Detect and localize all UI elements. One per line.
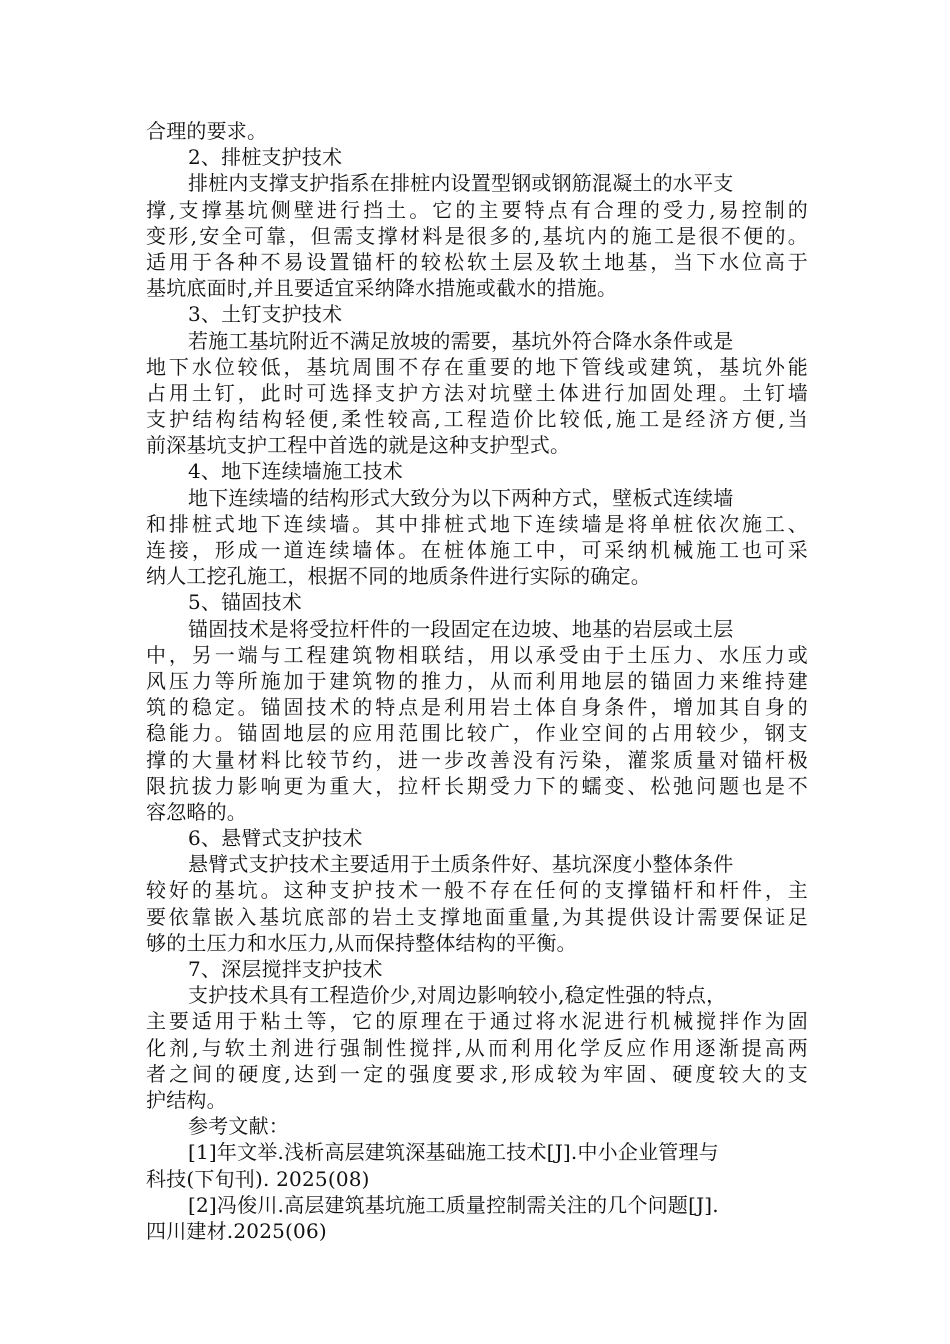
section-heading: 3、土钉支护技术 — [188, 302, 343, 327]
section-heading: 5、锚固技术 — [188, 590, 302, 615]
paragraph-line: 护结构。 — [146, 1087, 227, 1112]
section-heading: 7、深层搅拌支护技术 — [188, 957, 383, 981]
paragraph-line: 中，另一端与工程建筑物相联结，用以承受由于土压力、水压力或 — [146, 642, 808, 667]
paragraph-line: 纳人工挖孔施工，根据不同的地质条件进行实际的确定。 — [146, 564, 651, 589]
paragraph-line: [1]年文举.浅析高层建筑深基础施工技术[J].中小企业管理与 — [188, 1140, 719, 1165]
paragraph-line: 较好的基坑。这种支护技术一般不存在任何的支撑锚杆和杆件，主 — [146, 878, 808, 903]
section-heading: 6、悬臂式支护技术 — [188, 826, 363, 851]
paragraph-line: 够的土压力和水压力,从而保持整体结构的平衡。 — [146, 930, 577, 955]
paragraph-line: 悬臂式支护技术主要适用于土质条件好、基坑深度小整体条件 — [188, 852, 734, 877]
paragraph-line: [2]冯俊川.高层建筑基坑施工质量控制需关注的几个问题[J]. — [188, 1192, 719, 1217]
paragraph-line: 占用土钉，此时可选择支护方法对坑壁土体进行加固处理。土钉墙 — [146, 380, 808, 405]
paragraph-line: 筑的稳定。锚固技术的特点是利用岩土体自身条件，增加其自身的 — [146, 695, 808, 720]
paragraph-line: 容忽略的。 — [146, 799, 247, 824]
paragraph-line: 适用于各种不易设置锚杆的较松软土层及软土地基，当下水位高于 — [146, 249, 808, 274]
paragraph-line: 连接，形成一道连续墙体。在桩体施工中，可采纳机械施工也可采 — [146, 538, 808, 562]
paragraph-line: 四川建材.2025(06) — [146, 1218, 327, 1243]
paragraph-line: 支护结构结构轻便,柔性较高,工程造价比较低,施工是经济方便,当 — [146, 407, 808, 432]
paragraph-line: 限抗拔力影响更为重大，拉杆长期受力下的蠕变、松弛问题也是不 — [146, 773, 808, 798]
paragraph-line: 基坑底面时,并且要适宜采纳降水措施或截水的措施。 — [146, 276, 618, 301]
paragraph-line: 锚固技术是将受拉杆件的一段固定在边坡、地基的岩层或土层 — [188, 616, 734, 641]
paragraph-line: 主要适用于粘土等，它的原理在于通过将水泥进行机械搅拌作为固 — [146, 1009, 808, 1034]
paragraph-line: 若施工基坑附近不满足放坡的需要，基坑外符合降水条件或是 — [188, 328, 734, 353]
paragraph-line: 撑的大量材料比较节约，进一步改善没有污染，灌浆质量对锚杆极 — [146, 747, 808, 772]
paragraph-line: 排桩内支撑支护指系在排桩内设置型钢或钢筋混凝土的水平支 — [188, 171, 734, 196]
paragraph-line: 地下水位较低，基坑周围不存在重要的地下管线或建筑，基坑外能 — [146, 354, 808, 379]
paragraph-line: 科技(下旬刊). 2025(08) — [146, 1166, 370, 1191]
section-heading: 4、地下连续墙施工技术 — [188, 459, 403, 484]
paragraph-line: 化剂,与软土剂进行强制性搅拌,从而利用化学反应作用逐渐提高两 — [146, 1035, 808, 1060]
paragraph-line: 变形,安全可靠，但需支撑材料是很多的,基坑内的施工是很不便的。 — [146, 223, 808, 248]
paragraph-line: 地下连续墙的结构形式大致分为以下两种方式，壁板式连续墙 — [188, 485, 734, 510]
paragraph-line: 者之间的硬度,达到一定的强度要求,形成较为牢固、硬度较大的支 — [146, 1061, 808, 1086]
paragraph-line: 风压力等所施加于建筑物的推力，从而利用地层的锚固力来维持建 — [146, 668, 808, 693]
document-page — [146, 118, 808, 1244]
section-heading: 2、排桩支护技术 — [188, 145, 343, 170]
section-heading: 参考文献： — [188, 1114, 289, 1139]
paragraph-line: 合理的要求。 — [146, 119, 268, 143]
paragraph-line: 支护技术具有工程造价少,对周边影响较小,稳定性强的特点， — [188, 983, 727, 1008]
paragraph-line: 和排桩式地下连续墙。其中排桩式地下连续墙是将单桩依次施工、 — [146, 511, 808, 536]
paragraph-line: 前深基坑支护工程中首选的就是这种支护型式。 — [146, 433, 571, 458]
paragraph-line: 撑,支撑基坑侧壁进行挡土。它的主要特点有合理的受力,易控制的 — [146, 197, 808, 222]
paragraph-line: 稳能力。锚固地层的应用范围比较广，作业空间的占用较少，钢支 — [146, 721, 808, 746]
paragraph-line: 要依靠嵌入基坑底部的岩土支撑地面重量,为其提供设计需要保证足 — [146, 904, 808, 929]
